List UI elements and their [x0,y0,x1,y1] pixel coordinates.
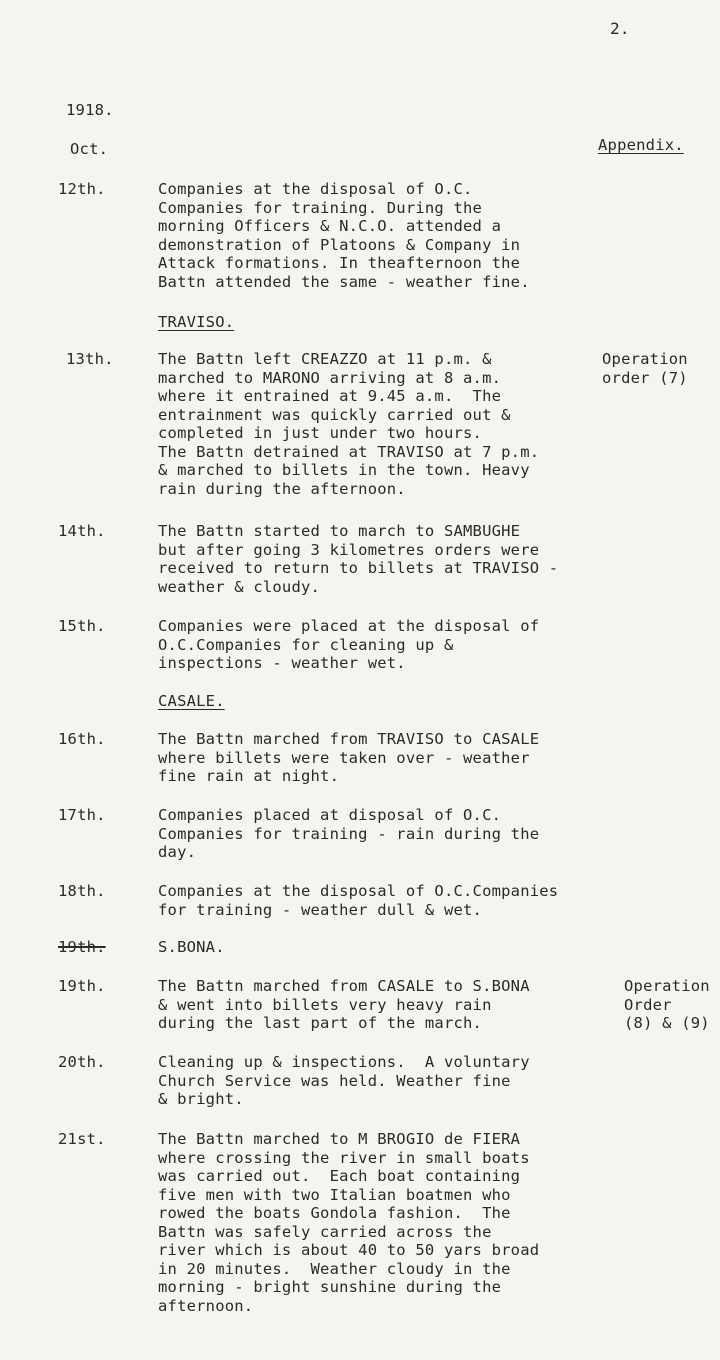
location-heading: TRAVISO. [158,313,235,331]
entry-line: & went into billets very heavy rain [158,995,492,1014]
entry-line: Attack formations. In theafternoon the [158,254,521,272]
entry-line: in 20 minutes. Weather cloudy in the [158,1259,511,1278]
entry-line: The Battn marched from CASALE to S.BONA [158,977,530,995]
entry-line: Battn attended the same - weather fine. [158,272,530,291]
entry-date: 13th. [66,350,114,368]
struck-date: 19th. [58,938,106,956]
entry-line: The Battn started to march to SAMBUGHE [158,522,521,540]
entry-date: 16th. [58,730,106,748]
entry-line: morning - bright sunshine during the [158,1278,502,1296]
entry-line: inspections - weather wet. [158,654,406,672]
entry-line: rowed the boats Gondola fashion. The [158,1204,511,1222]
entry-line: river which is about 40 to 50 yars broad [158,1241,540,1259]
appendix-reference: order (7) [602,369,688,387]
entry-line: The Battn marched to M BROGIO de FIERA [158,1130,521,1148]
entry-line: fine rain at night. [158,767,340,785]
entry-line: where billets were taken over - weather [158,748,530,767]
entry-line: was carried out. Each boat containing [158,1167,521,1185]
entry-line: morning Officers & N.C.O. attended a [158,217,502,235]
entry-line: entrainment was quickly carried out & [158,405,511,424]
entry-line: five men with two Italian boatmen who [158,1185,511,1204]
entry-date: 19th. [58,977,106,995]
entry-line: Companies at the disposal of O.C. [158,180,473,198]
year-label: 1918. [66,101,114,119]
entry-line: where crossing the river in small boats [158,1148,530,1167]
entry-line: Cleaning up & inspections. A voluntary [158,1053,530,1071]
appendix-reference: Order [624,995,672,1014]
entry-line: for training - weather dull & wet. [158,900,483,919]
entry-line: & bright. [158,1090,244,1108]
entry-line: Companies at the disposal of O.C.Companies [158,882,559,900]
entry-line: demonstration of Platoons & Company in [158,235,521,254]
entry-date: 14th. [58,522,106,540]
entry-line: Church Service was held. Weather fine [158,1071,511,1090]
entry-line: The Battn left CREAZZO at 11 p.m. & [158,350,492,368]
entry-line: O.C.Companies for cleaning up & [158,635,454,654]
entry-line: received to return to billets at TRAVISO - [158,559,559,577]
entry-line: Companies for training - rain during the [158,824,540,843]
entry-line: where it entrained at 9.45 a.m. The [158,387,502,405]
appendix-reference: (8) & (9) [624,1014,710,1032]
entry-line: but after going 3 kilometres orders were [158,540,540,559]
entry-line: afternoon. [158,1296,254,1315]
location-heading: CASALE. [158,692,225,710]
entry-line: marched to MARONO arriving at 8 a.m. [158,368,502,387]
appendix-reference: Operation [624,977,710,995]
entry-date: 21st. [58,1130,106,1148]
page-number: 2. [610,19,630,38]
entry-date: 12th. [58,180,106,198]
entry-line: The Battn marched from TRAVISO to CASALE [158,730,540,748]
month-label: Oct. [70,140,109,158]
entry-line: Companies were placed at the disposal of [158,617,540,635]
entry-date: 18th. [58,882,106,900]
entry-line: weather & cloudy. [158,577,321,596]
entry-date: 17th. [58,806,106,824]
appendix-heading: Appendix. [598,136,684,154]
entry-line: during the last part of the march. [158,1014,483,1032]
entry-date: 20th. [58,1053,106,1071]
appendix-reference: Operation [602,350,688,368]
entry-date: 15th. [58,617,106,635]
entry-line: The Battn detrained at TRAVISO at 7 p.m. [158,442,540,461]
entry-line: rain during the afternoon. [158,479,406,498]
entry-line: Companies for training. During the [158,198,483,217]
location-heading: S.BONA. [158,938,225,956]
entry-line: Companies placed at disposal of O.C. [158,806,502,824]
entry-line: & marched to billets in the town. Heavy [158,461,530,479]
entry-line: Battn was safely carried across the [158,1222,492,1241]
entry-line: day. [158,843,197,861]
entry-line: completed in just under two hours. [158,424,483,442]
